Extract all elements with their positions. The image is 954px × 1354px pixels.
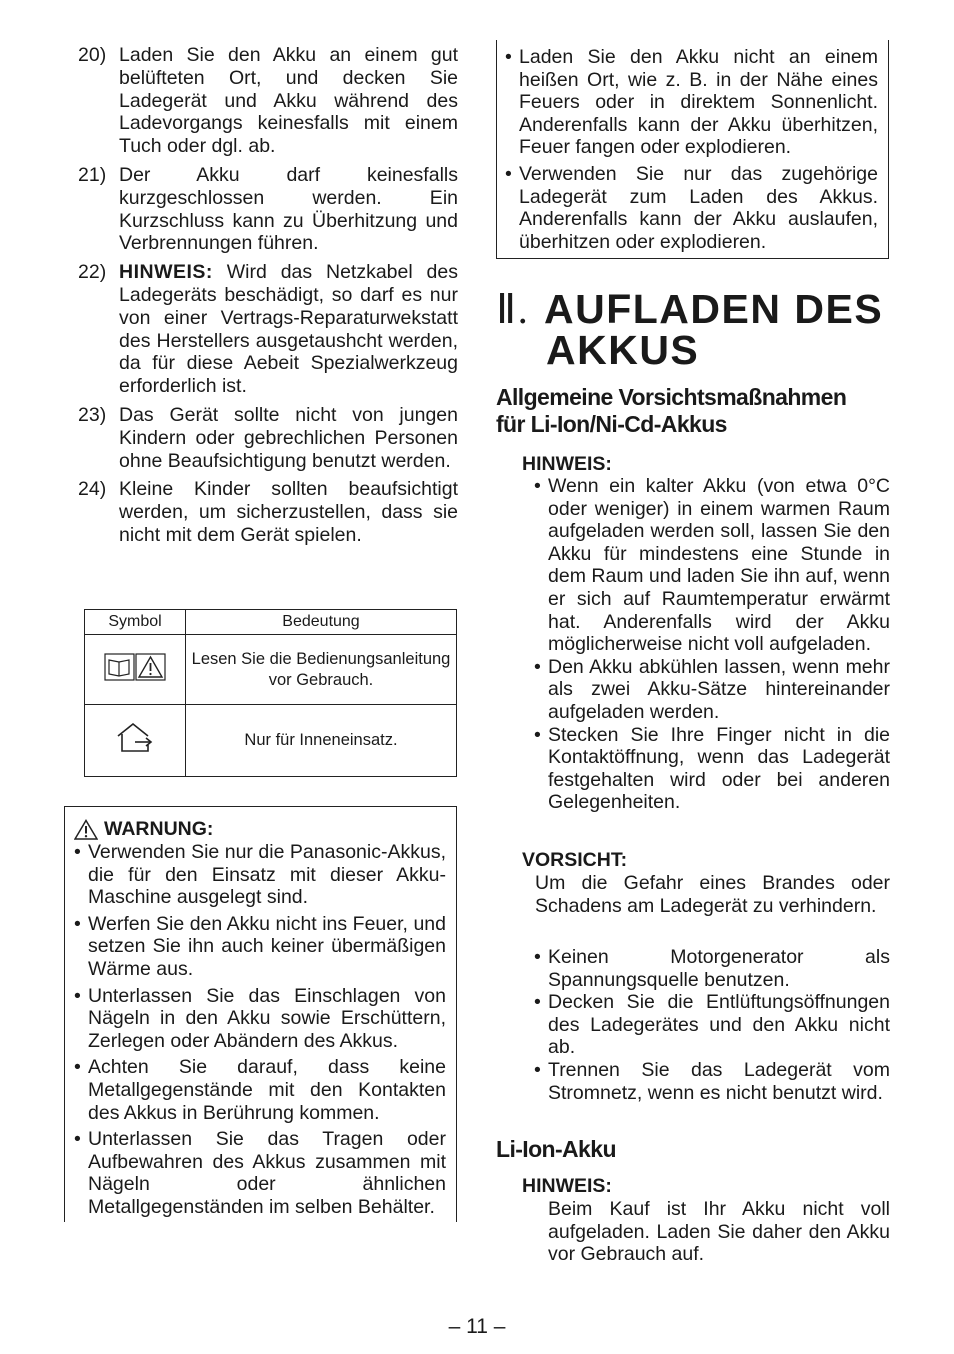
bullet: • [534, 723, 541, 746]
bullet: • [74, 841, 81, 863]
warning-item [74, 985, 446, 1053]
list-item [78, 404, 458, 472]
list-item [534, 724, 890, 814]
item-number: 24) [78, 478, 107, 501]
subsection-heading-line1: Allgemeine Vorsichtsmaßnahmen [496, 384, 847, 410]
warning-label: WARNUNG: [104, 817, 214, 840]
list-item-text: Trennen Sie das Ladegerät vom Stromnetz, wenn es nicht benutzt wird. [548, 1058, 890, 1104]
list-item [534, 991, 890, 1059]
section-number: Ⅱ. [496, 286, 530, 332]
page-number: – 11 – [448, 1315, 506, 1338]
bullet: • [534, 946, 541, 968]
item-number: 22) [78, 261, 107, 284]
indoor-use-icon [115, 721, 155, 755]
li-ion-hinweis-label: HINWEIS: [522, 1175, 612, 1197]
li-ion-heading: Li-Ion-Akku [496, 1136, 616, 1162]
list-item-text: Stecken Sie Ihre Finger nicht in die Kontaktöffnung, wenn das Ladegerät festgehalten wird oder bei anderen Gelegenheiten. [548, 723, 890, 814]
item-text: Das Gerät sollte nicht von jungen Kindern oder gebrechlichen Personen ohne Beaufsichtigung benutzt werden. [119, 403, 458, 472]
warning-text: Verwenden Sie nur die Panasonic-Akkus, die für den Einsatz mit dieser Akku-Maschine ausgelegt sind. [88, 841, 446, 909]
warning-item [505, 163, 878, 253]
manual-warning-icon [104, 653, 166, 681]
numbered-list [78, 44, 458, 553]
vorsicht-text: Um die Gefahr eines Brandes oder Schadens am Ladegerät zu verhindern. [535, 872, 890, 917]
list-item-text: Keinen Motorgenerator als Spannungsquelle benutzen. [548, 946, 890, 991]
warning-text: Achten Sie darauf, dass keine Metallgegenstände mit den Kontakten des Akkus in Berührung kommen. [88, 1056, 446, 1124]
bullet: • [505, 46, 512, 68]
list-item [534, 946, 890, 991]
warning-item [505, 46, 878, 159]
item-text: Der Akku darf keinesfalls kurzgeschlossen werden. Ein Kurzschluss kann zu Überhitzung und Verbrennungen führen. [119, 163, 458, 255]
list-item-text: Wenn ein kalter Akku (von etwa 0°C oder weniger) in einem warmen Raum aufgeladen werden soll, lassen Sie den Akku für mindestens eine Stunde in dem Raum und laden Sie ihn auf, wenn er sich auf Raumtemperatur erwärmt hat. Anderenfalls wird der Akku möglicherweise nicht voll aufgeladen. [548, 475, 890, 656]
warning-item [74, 1128, 446, 1218]
item-bold-label: HINWEIS: [119, 261, 213, 284]
list-item [534, 656, 890, 724]
meaning-cell: Nur für Inneneinsatz. [186, 705, 457, 777]
vorsicht-label: VORSICHT: [522, 849, 628, 871]
warning-box [64, 806, 457, 1222]
list-item-text: Den Akku abkühlen lassen, wenn mehr als zwei Akku-Sätze hintereinander aufgeladen werden. [548, 655, 890, 723]
section-title-line2: AKKUS [546, 327, 700, 373]
item-number: 23) [78, 403, 107, 426]
symbol-cell [85, 635, 186, 705]
item-number: 21) [78, 163, 107, 186]
item-text-rest: Wird das Netzkabel des Ladegeräts beschädigt, so darf es nur von einer Vertrags-Reparaturwekstatt des Herstellers ausgetaushcht werden, da für diese Aebeit Spezialwerkzeug erforderlich ist. [119, 261, 458, 398]
meaning-cell: Lesen Sie die Bedienungsanleitung vor Gebrauch. [186, 635, 457, 705]
bullet: • [74, 912, 81, 935]
symbol-cell [85, 705, 186, 777]
bullet: • [534, 655, 541, 678]
table-header-meaning: Bedeutung [186, 610, 457, 635]
section-title-line1: AUFLADEN DES [544, 286, 884, 332]
section-title [496, 286, 890, 373]
list-item-text: Decken Sie die Entlüftungsöffnungen des Ladegerätes und den Akku nicht ab. [548, 991, 890, 1059]
list-item [534, 1059, 890, 1104]
item-number: 20) [78, 44, 107, 66]
warning-item [74, 841, 446, 909]
warning-text: Verwenden Sie nur das zugehörige Ladegerät zum Laden des Akkus. Anderenfalls kann der Akku auslaufen, überhitzen oder explodieren. [519, 162, 878, 253]
hinweis-list [534, 475, 890, 814]
li-ion-text: Beim Kauf ist Ihr Akku nicht voll aufgeladen. Laden Sie daher den Akku vor Gebrauch auf. [548, 1198, 890, 1266]
item-text: Kleine Kinder sollten beaufsichtigt werden, um sicherzustellen, dass sie nicht mit dem Gerät spielen. [119, 478, 458, 546]
list-item [534, 475, 890, 656]
list-item [78, 261, 458, 398]
subsection-heading [496, 384, 846, 438]
warning-text: Laden Sie den Akku nicht an einem heißen Ort, wie z. B. in der Nähe eines Feuers oder in direktem Sonnenlicht. Anderenfalls kann der Akku überhitzen, Feuer fangen oder explodieren. [519, 46, 878, 159]
warning-text: Unterlassen Sie das Einschlagen von Nägeln in den Akku sowie Erschüttern, Zerlegen oder Abändern des Akkus. [88, 984, 446, 1052]
warning-item [74, 1056, 446, 1124]
bullet: • [505, 162, 512, 185]
bullet: • [534, 991, 541, 1014]
subsection-heading-line2: für Li-Ion/Ni-Cd-Akkus [496, 411, 727, 437]
item-text: Laden Sie den Akku an einem gut belüfteten Ort, und decken Sie Ladegerät und Akku während des Ladevorgangs keinesfalls mit einem Tuch oder dgl. ab. [119, 44, 458, 158]
table-header-symbol: Symbol [85, 610, 186, 635]
bullet: • [74, 1128, 81, 1151]
vorsicht-list [534, 946, 890, 1104]
list-item [78, 478, 458, 546]
warning-title [74, 817, 446, 841]
list-item [78, 44, 458, 158]
warning-box-continued [496, 40, 889, 259]
bullet: • [534, 475, 541, 497]
list-item [78, 164, 458, 255]
bullet: • [534, 1058, 541, 1081]
warning-text: Werfen Sie den Akku nicht ins Feuer, und setzen Sie ihn auch keiner übermäßigen Wärme aus. [88, 912, 446, 980]
bullet: • [74, 1056, 81, 1079]
item-text [119, 261, 458, 398]
warning-triangle-icon [74, 819, 98, 840]
symbol-table [84, 609, 457, 777]
warning-item [74, 913, 446, 981]
hinweis-label: HINWEIS: [522, 453, 612, 475]
bullet: • [74, 984, 81, 1007]
warning-text: Unterlassen Sie das Tragen oder Aufbewahren des Akkus zusammen mit Nägeln oder ähnlichen Metallgegenständen im selben Behälter. [88, 1128, 446, 1218]
